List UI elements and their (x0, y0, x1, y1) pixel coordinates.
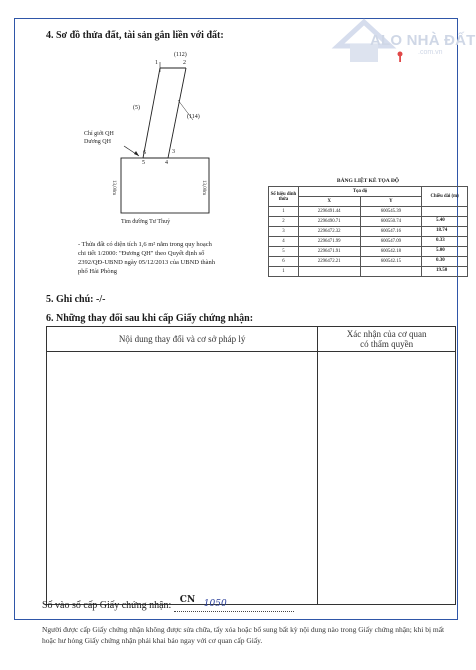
boundary-label-2: Dương QH (84, 139, 111, 145)
vertex-2-label: 2 (183, 60, 186, 66)
row-x: 2296472.32 (298, 227, 360, 237)
area-note-line-2: chi tiết 1/2000: "Đương QH" theo Quyết định số (78, 250, 205, 257)
road-block (121, 158, 209, 213)
changes-table (46, 326, 456, 605)
logo-main-text: ALO NHÀ ĐẤT (370, 32, 476, 49)
dim-left-label: 13,00m (111, 180, 116, 196)
area-note-line-3: 2392/QĐ-UBND ngày 05/12/2013 của UBND thành (78, 259, 216, 266)
row-x (298, 267, 360, 277)
row-y: 600547.09 (360, 237, 422, 247)
changes-content-cell (47, 352, 318, 605)
lot-112-label: (112) (174, 52, 187, 58)
vertex-3-label: 3 (172, 149, 175, 155)
distance-3: 0.33 (436, 238, 445, 243)
road-label: Tim đường Tư Thuỷ (121, 219, 171, 225)
row-x: 2296471.91 (298, 247, 360, 257)
changes-header-content: Nội dung thay đổi và cơ sở pháp lý (47, 327, 318, 352)
row-id: 4 (269, 237, 299, 247)
distance-1: 5.40 (436, 218, 445, 223)
distance-6: 19.50 (436, 268, 448, 273)
distance-2: 18.74 (436, 228, 448, 233)
logo-sub-text: .com.vn (418, 49, 443, 56)
section-4-title: 4. Sơ đồ thửa đất, tài sản gắn liền với đất: (46, 30, 224, 41)
coord-header-coord: Tọa độ (298, 187, 421, 197)
coord-header-x: X (298, 197, 360, 207)
row-y: 600550.74 (360, 217, 422, 227)
coord-table-title: BẢNG LIỆT KÊ TỌA ĐỘ (336, 178, 400, 184)
row-x: 2296490.71 (298, 217, 360, 227)
section-5-title: 5. Ghi chú: -/- (46, 294, 106, 305)
registration-label: Số vào sổ cấp Giấy chứng nhận: (42, 600, 172, 611)
coord-header-y: Y (360, 197, 422, 207)
changes-header-confirm-line-1: Xác nhận của cơ quan (346, 329, 427, 339)
distance-4: 5.00 (436, 248, 445, 253)
dim-right-label: 13,00m (201, 180, 206, 196)
lot-5-label: (5) (133, 105, 140, 111)
row-id: 1 (269, 267, 299, 277)
registration-prefix: CN (179, 595, 196, 605)
row-y: 600547.16 (360, 227, 422, 237)
row-y: 600542.15 (360, 257, 422, 267)
section-6-title: 6. Những thay đổi sau khi cấp Giấy chứng nhận: (46, 313, 254, 324)
row-id: 5 (269, 247, 299, 257)
row-x: 2296491.44 (298, 207, 360, 217)
registration-line (42, 595, 294, 612)
distance-5: 0.30 (436, 258, 445, 263)
coord-header-point: Số hiệu đỉnh thửa (269, 187, 299, 207)
vertex-1-label: 1 (155, 60, 158, 66)
boundary-label-1: Chỉ giới QH (84, 131, 114, 137)
row-id: 1 (269, 207, 299, 217)
row-y (360, 267, 422, 277)
row-id: 3 (269, 227, 299, 237)
row-id: 6 (269, 257, 299, 267)
table-row (269, 207, 468, 217)
changes-header-confirm (318, 327, 456, 352)
area-note-line-4: phố Hải Phòng (78, 268, 117, 275)
plot-edge-west (143, 68, 160, 158)
coord-header-dist: Chiều dài (m) (422, 187, 468, 207)
area-note-line-1: - Thửa đất có diện tích 1,6 m² nằm trong quy hoạch (78, 241, 212, 248)
row-id: 2 (269, 217, 299, 227)
footer-notice: Người được cấp Giấy chứng nhận không được sửa chữa, tẩy xóa hoặc bổ sung bất kỳ nội dung nào trong Giấy chứng nhận; khi bị mất hoặc hư hỏng Giấy chứng nhận phải khai báo ngay với cơ quan cấp Giấy. (42, 625, 445, 645)
row-y: 600545.39 (360, 207, 422, 217)
plot-edge-east (168, 68, 186, 158)
area-note (78, 240, 263, 276)
row-x: 2296471.99 (298, 237, 360, 247)
vertex-6-label: 6 (143, 150, 146, 156)
vertex-5-label: 5 (142, 160, 145, 166)
changes-confirm-cell (318, 352, 456, 605)
vertex-4-label: 4 (165, 160, 168, 166)
row-x: 2296472.21 (298, 257, 360, 267)
registration-number: 1050 (203, 599, 227, 609)
changes-header-confirm-line-2: có thẩm quyền (360, 339, 414, 349)
row-y: 600542.18 (360, 247, 422, 257)
lot-114-label: (114) (187, 114, 200, 120)
